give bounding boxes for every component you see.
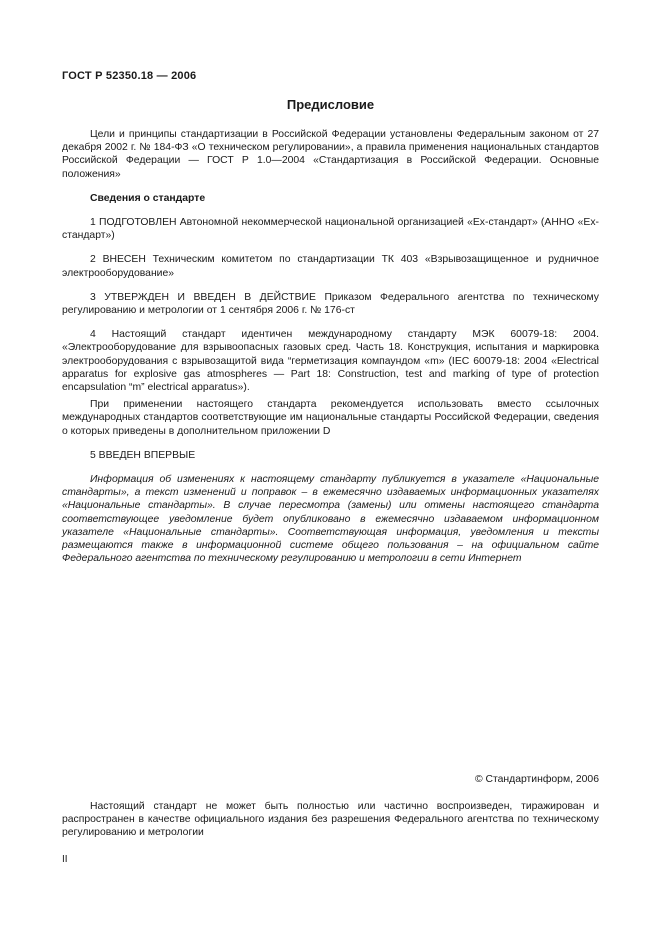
item-prepared: 1 ПОДГОТОВЛЕН Автономной некоммерческой национальной организацией «Ех-стандарт» (АННО «Ех-стандарт») [62,217,599,242]
document-code-header: ГОСТ Р 52350.18 — 2006 [62,70,197,82]
item-first-introduced: 5 ВВЕДЕН ВПЕРВЫЕ [90,449,196,461]
copyright-line: © Стандартинформ, 2006 [474,774,599,785]
document-page [62,0,599,936]
info-heading: Сведения о стандарте [90,192,206,204]
intro-paragraph: Цели и принципы стандартизации в Российской Федерации установлены Федеральным законом от 27 декабря 2002 г. № 184-ФЗ «О техническом регулировании», а правила применения национальных стандартов Российской Федерации — ГОСТ Р 1.0—2004 «Стандартизация в Российской Федерации. Основные положения» [62,129,599,180]
item-identical-standard: 4 Настоящий стандарт идентичен международному стандарту МЭК 60079-18: 2004. «Электрооборудование для взрывоопасных газовых сред. Часть 18. Конструкция, испытания и маркировка электрооборудования с взрывозащитой вида “герметизация компаундом «m» (IEC 60079-18: 2004 «Electrical apparatus for explosive gas atmospheres — Part 18: Construction, test and marking of type of protection encapsulation “m” electrical apparatus»). [62,329,599,394]
foreword-body [62,128,599,565]
item-approved: 3 УТВЕРЖДЕН И ВВЕДЕН В ДЕЙСТВИЕ Приказом Федерального агентства по техническому регулированию и метрологии от 1 сентября 2006 г. № 176-ст [62,291,599,317]
reproduction-notice: Настоящий стандарт не может быть полностью или частично воспроизведен, тиражирован и распространен в качестве официального издания без разрешения Федерального агентства по техническому регулированию и метрологии [62,801,599,839]
page-title: Предисловие [286,97,375,112]
item-introduced-by: 2 ВНЕСЕН Техническим комитетом по стандартизации ТК 403 «Взрывозащищенное и рудничное электрооборудование» [62,254,599,279]
changes-info-paragraph: Информация об изменениях к настоящему стандарту публикуется в указателе «Национальные стандарты», а текст изменений и поправок – в ежемесячно издаваемых информационных указателях «Национальные стандарты». В случае пересмотра (замены) или отмены настоящего стандарта соответствующее уведомление будет опубликовано в ежемесячно издаваемом информационном указателе «Национальные стандарты». Соответствующая информация, уведомления и тексты размещаются также в информационной системе общего пользования – на официальном сайте Федерального агентства по техническому регулированию и метрологии в сети Интернет [62,474,599,565]
item-identical-note: При применении настоящего стандарта рекомендуется использовать вместо ссылочных международных стандартов соответствующие им национальные стандарты Российской Федерации, сведения о которых приведены в дополнительном приложении D [62,399,599,437]
page-number: II [62,854,68,865]
